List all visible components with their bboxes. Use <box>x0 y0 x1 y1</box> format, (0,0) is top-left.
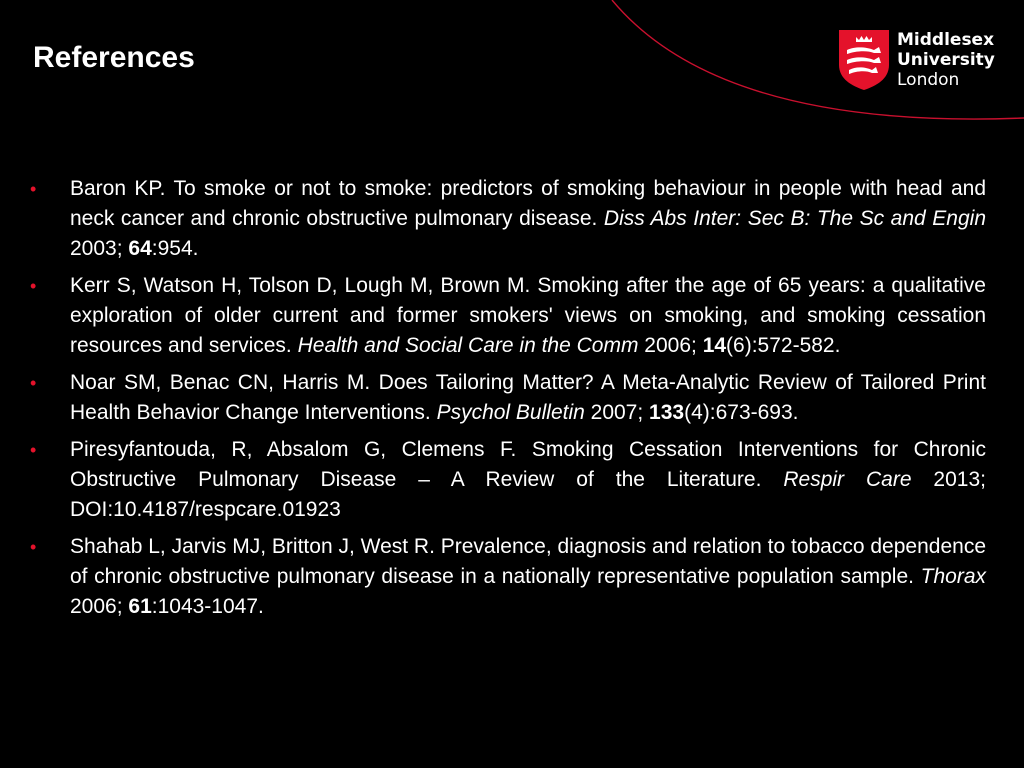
reference-volume: 61 <box>128 595 152 618</box>
reference-item <box>30 435 986 525</box>
reference-journal: Psychol Bulletin <box>436 401 585 424</box>
reference-pages: (4):673-693. <box>684 401 799 424</box>
logo-line-university: University <box>897 50 995 70</box>
reference-volume: 14 <box>702 334 727 357</box>
reference-pages: :954. <box>151 237 199 260</box>
reference-year: 2006; <box>638 334 703 357</box>
logo-wordmark <box>897 30 995 90</box>
middlesex-shield-icon <box>838 29 890 91</box>
reference-year: 2007; <box>584 401 650 424</box>
bullet-icon: • <box>30 373 37 393</box>
reference-item <box>30 368 986 428</box>
reference-pages: :1043-1047. <box>151 595 264 618</box>
reference-pages: (6):572-582. <box>726 334 841 357</box>
bullet-icon: • <box>30 179 37 199</box>
reference-list <box>30 174 986 629</box>
logo-line-london: London <box>897 70 960 90</box>
logo-line-middlesex: Middlesex <box>897 30 995 50</box>
reference-authors-title: Piresyfantouda, R, Absalom G, Clemens F. Smoking Cessation Interventions for Chronic Obstructive Pulmonary Disease – A Review of the Literature. <box>70 438 986 491</box>
reference-authors-title: Noar SM, Benac CN, Harris M. Does Tailoring Matter? A Meta-Analytic Review of Tailored Print Health Behavior Change Interventions. <box>70 371 986 424</box>
reference-item <box>30 271 986 361</box>
reference-year: 2006; <box>70 595 129 618</box>
slide-title: References <box>33 41 195 74</box>
bullet-icon: • <box>30 537 37 557</box>
reference-item <box>30 532 986 622</box>
university-logo <box>838 29 998 93</box>
reference-year: 2013; DOI:10.4187/respcare.01923 <box>70 468 986 521</box>
reference-journal: Respir Care <box>783 468 912 491</box>
reference-authors-title: Kerr S, Watson H, Tolson D, Lough M, Brown M. Smoking after the age of 65 years: a qualitative exploration of older current and former smokers' views on smoking, and smoking cessation resources and services. <box>70 274 986 357</box>
reference-authors-title: Baron KP. To smoke or not to smoke: predictors of smoking behaviour in people with head and neck cancer and chronic obstructive pulmonary disease. <box>70 177 986 230</box>
reference-journal: Thorax <box>920 565 986 588</box>
reference-item <box>30 174 986 264</box>
reference-volume: 64 <box>128 237 152 260</box>
bullet-icon: • <box>30 276 37 296</box>
bullet-icon: • <box>30 440 37 460</box>
reference-authors-title: Shahab L, Jarvis MJ, Britton J, West R. Prevalence, diagnosis and relation to tobacco dependence of chronic obstructive pulmonary disease in a nationally representative population sample. <box>70 535 986 588</box>
reference-journal: Health and Social Care in the Comm <box>297 334 639 357</box>
reference-year: 2003; <box>70 237 129 260</box>
reference-volume: 133 <box>649 401 685 424</box>
reference-journal: Diss Abs Inter: Sec B: The Sc and Engin <box>603 207 986 230</box>
